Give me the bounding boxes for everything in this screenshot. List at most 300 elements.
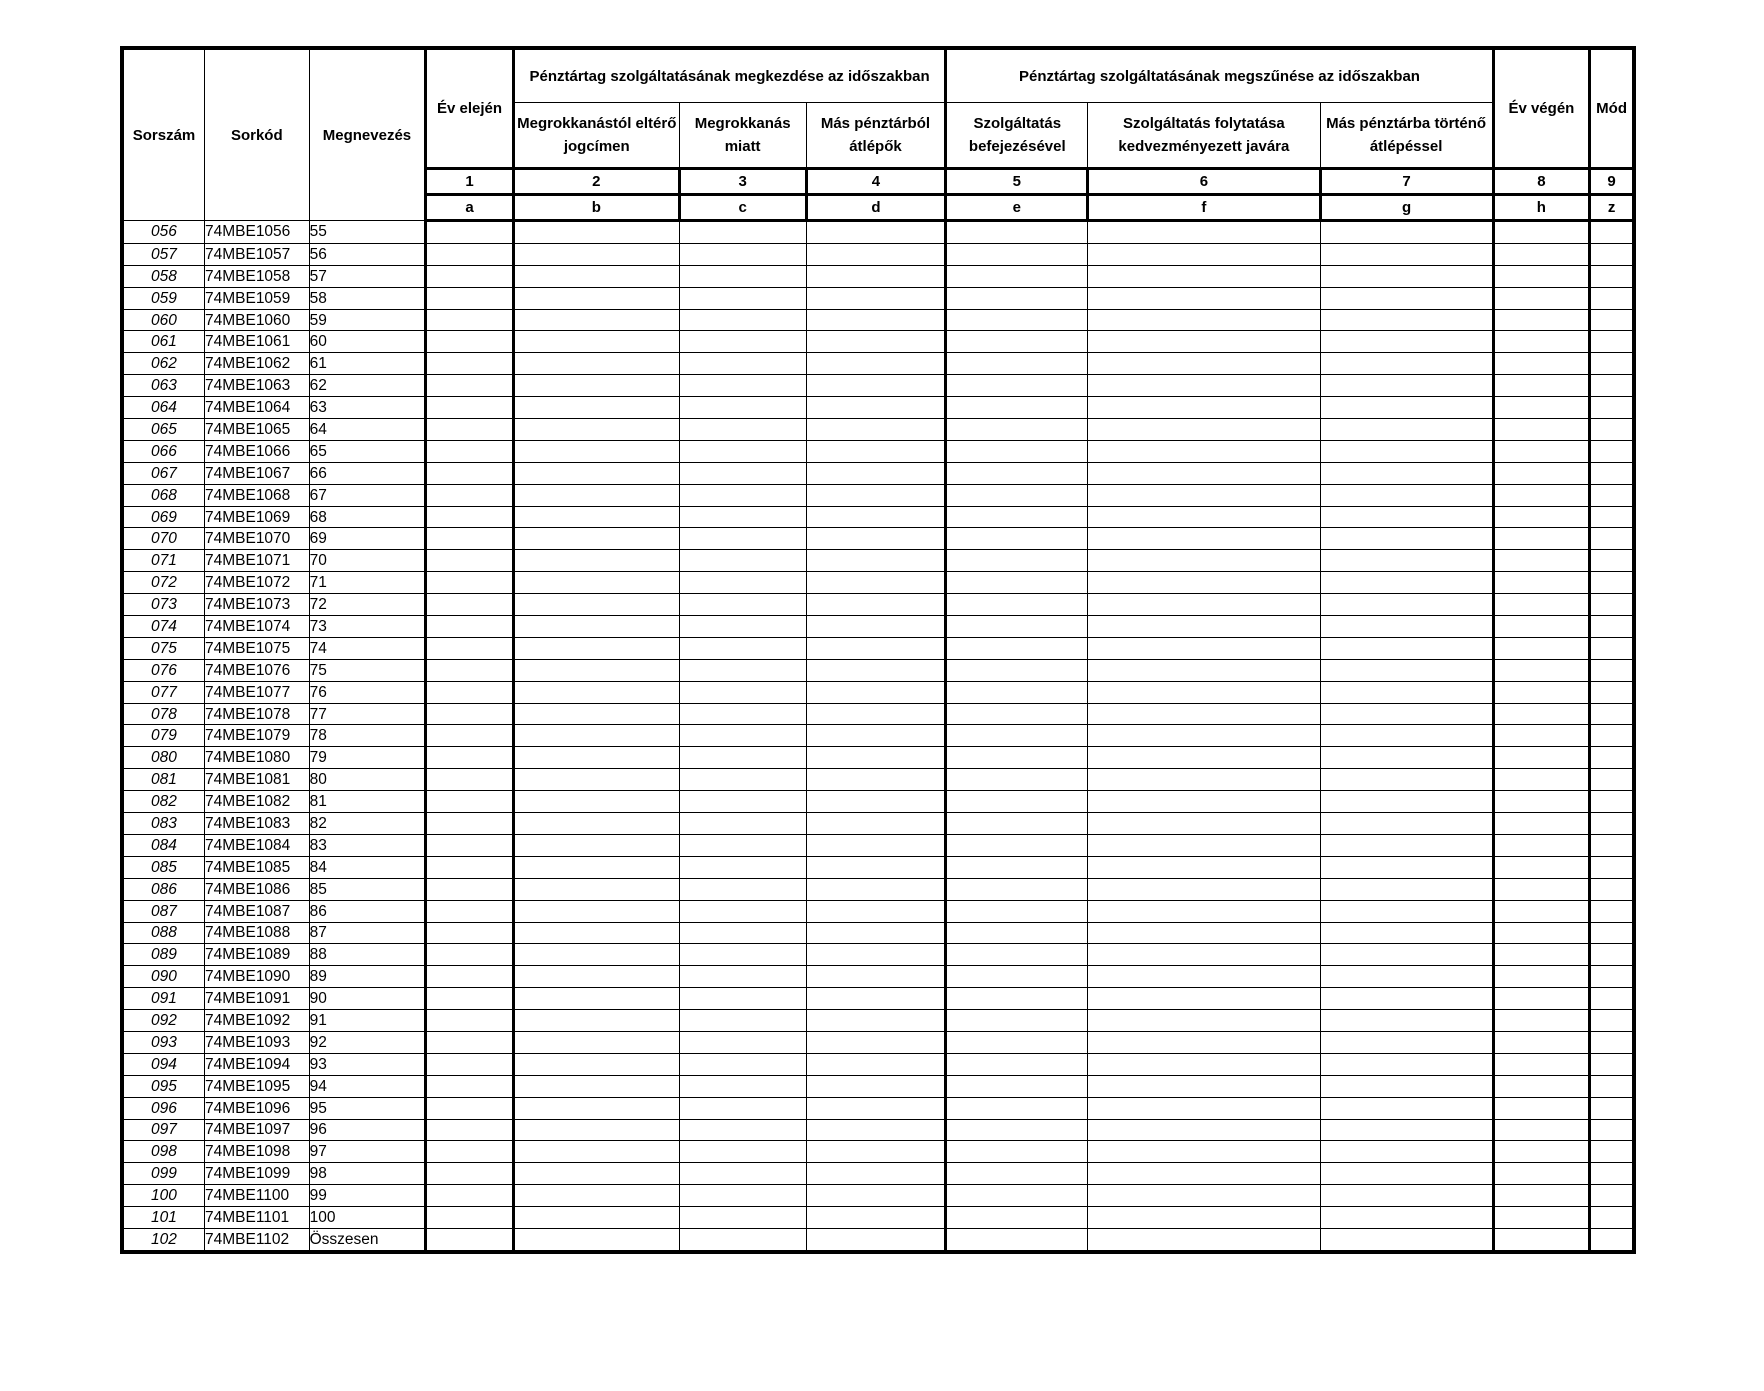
data-cell-col-2[interactable] bbox=[513, 1185, 679, 1207]
data-cell-col-1[interactable] bbox=[426, 834, 514, 856]
data-cell-col-8[interactable] bbox=[1493, 813, 1590, 835]
data-cell-col-8[interactable] bbox=[1493, 616, 1590, 638]
data-cell-col-6[interactable] bbox=[1088, 856, 1320, 878]
data-cell-col-8[interactable] bbox=[1493, 944, 1590, 966]
data-cell-col-2[interactable] bbox=[513, 331, 679, 353]
data-cell-col-5[interactable] bbox=[946, 528, 1088, 550]
data-cell-col-4[interactable] bbox=[806, 900, 946, 922]
data-cell-col-7[interactable] bbox=[1320, 1119, 1493, 1141]
data-cell-col-3[interactable] bbox=[679, 813, 806, 835]
data-cell-col-2[interactable] bbox=[513, 440, 679, 462]
data-cell-col-9[interactable] bbox=[1590, 1119, 1634, 1141]
data-cell-col-8[interactable] bbox=[1493, 1119, 1590, 1141]
data-cell-col-1[interactable] bbox=[426, 616, 514, 638]
data-cell-col-7[interactable] bbox=[1320, 616, 1493, 638]
data-cell-col-3[interactable] bbox=[679, 594, 806, 616]
data-cell-col-3[interactable] bbox=[679, 572, 806, 594]
data-cell-col-8[interactable] bbox=[1493, 878, 1590, 900]
data-cell-col-3[interactable] bbox=[679, 243, 806, 265]
data-cell-col-6[interactable] bbox=[1088, 1097, 1320, 1119]
data-cell-col-8[interactable] bbox=[1493, 440, 1590, 462]
data-cell-col-8[interactable] bbox=[1493, 550, 1590, 572]
data-cell-col-7[interactable] bbox=[1320, 681, 1493, 703]
data-cell-col-9[interactable] bbox=[1590, 659, 1634, 681]
data-cell-col-5[interactable] bbox=[946, 1053, 1088, 1075]
data-cell-col-2[interactable] bbox=[513, 397, 679, 419]
data-cell-col-9[interactable] bbox=[1590, 309, 1634, 331]
data-cell-col-4[interactable] bbox=[806, 747, 946, 769]
data-cell-col-7[interactable] bbox=[1320, 922, 1493, 944]
data-cell-col-1[interactable] bbox=[426, 1119, 514, 1141]
data-cell-col-9[interactable] bbox=[1590, 1010, 1634, 1032]
data-cell-col-7[interactable] bbox=[1320, 353, 1493, 375]
data-cell-col-4[interactable] bbox=[806, 791, 946, 813]
data-cell-col-7[interactable] bbox=[1320, 659, 1493, 681]
data-cell-col-3[interactable] bbox=[679, 1207, 806, 1229]
data-cell-col-6[interactable] bbox=[1088, 375, 1320, 397]
data-cell-col-1[interactable] bbox=[426, 1163, 514, 1185]
data-cell-col-7[interactable] bbox=[1320, 375, 1493, 397]
data-cell-col-4[interactable] bbox=[806, 506, 946, 528]
data-cell-col-7[interactable] bbox=[1320, 988, 1493, 1010]
data-cell-col-9[interactable] bbox=[1590, 1053, 1634, 1075]
data-cell-col-6[interactable] bbox=[1088, 440, 1320, 462]
data-cell-col-2[interactable] bbox=[513, 1031, 679, 1053]
data-cell-col-9[interactable] bbox=[1590, 922, 1634, 944]
data-cell-col-5[interactable] bbox=[946, 988, 1088, 1010]
data-cell-col-5[interactable] bbox=[946, 703, 1088, 725]
data-cell-col-1[interactable] bbox=[426, 594, 514, 616]
data-cell-col-4[interactable] bbox=[806, 703, 946, 725]
data-cell-col-7[interactable] bbox=[1320, 1075, 1493, 1097]
data-cell-col-6[interactable] bbox=[1088, 462, 1320, 484]
data-cell-col-1[interactable] bbox=[426, 331, 514, 353]
data-cell-col-7[interactable] bbox=[1320, 243, 1493, 265]
data-cell-col-2[interactable] bbox=[513, 1097, 679, 1119]
data-cell-col-7[interactable] bbox=[1320, 878, 1493, 900]
data-cell-col-9[interactable] bbox=[1590, 1207, 1634, 1229]
data-cell-col-2[interactable] bbox=[513, 550, 679, 572]
data-cell-col-3[interactable] bbox=[679, 703, 806, 725]
data-cell-col-1[interactable] bbox=[426, 813, 514, 835]
data-cell-col-1[interactable] bbox=[426, 922, 514, 944]
data-cell-col-2[interactable] bbox=[513, 375, 679, 397]
data-cell-col-3[interactable] bbox=[679, 1141, 806, 1163]
data-cell-col-3[interactable] bbox=[679, 1010, 806, 1032]
data-cell-col-2[interactable] bbox=[513, 309, 679, 331]
data-cell-col-1[interactable] bbox=[426, 243, 514, 265]
data-cell-col-2[interactable] bbox=[513, 791, 679, 813]
data-cell-col-9[interactable] bbox=[1590, 419, 1634, 441]
data-cell-col-5[interactable] bbox=[946, 637, 1088, 659]
data-cell-col-6[interactable] bbox=[1088, 1141, 1320, 1163]
data-cell-col-9[interactable] bbox=[1590, 353, 1634, 375]
data-cell-col-4[interactable] bbox=[806, 594, 946, 616]
data-cell-col-8[interactable] bbox=[1493, 221, 1590, 244]
data-cell-col-3[interactable] bbox=[679, 1031, 806, 1053]
data-cell-col-9[interactable] bbox=[1590, 878, 1634, 900]
data-cell-col-6[interactable] bbox=[1088, 813, 1320, 835]
data-cell-col-7[interactable] bbox=[1320, 747, 1493, 769]
data-cell-col-1[interactable] bbox=[426, 353, 514, 375]
data-cell-col-2[interactable] bbox=[513, 462, 679, 484]
data-cell-col-1[interactable] bbox=[426, 419, 514, 441]
data-cell-col-8[interactable] bbox=[1493, 419, 1590, 441]
data-cell-col-9[interactable] bbox=[1590, 791, 1634, 813]
data-cell-col-5[interactable] bbox=[946, 1010, 1088, 1032]
data-cell-col-1[interactable] bbox=[426, 944, 514, 966]
data-cell-col-6[interactable] bbox=[1088, 1207, 1320, 1229]
data-cell-col-4[interactable] bbox=[806, 878, 946, 900]
data-cell-col-7[interactable] bbox=[1320, 397, 1493, 419]
data-cell-col-7[interactable] bbox=[1320, 834, 1493, 856]
data-cell-col-9[interactable] bbox=[1590, 1031, 1634, 1053]
data-cell-col-6[interactable] bbox=[1088, 1031, 1320, 1053]
data-cell-col-2[interactable] bbox=[513, 353, 679, 375]
data-cell-col-4[interactable] bbox=[806, 725, 946, 747]
data-cell-col-1[interactable] bbox=[426, 878, 514, 900]
data-cell-col-4[interactable] bbox=[806, 419, 946, 441]
data-cell-col-3[interactable] bbox=[679, 331, 806, 353]
data-cell-col-5[interactable] bbox=[946, 659, 1088, 681]
data-cell-col-4[interactable] bbox=[806, 856, 946, 878]
data-cell-col-4[interactable] bbox=[806, 1031, 946, 1053]
data-cell-col-8[interactable] bbox=[1493, 659, 1590, 681]
data-cell-col-3[interactable] bbox=[679, 221, 806, 244]
data-cell-col-4[interactable] bbox=[806, 1075, 946, 1097]
data-cell-col-2[interactable] bbox=[513, 966, 679, 988]
data-cell-col-1[interactable] bbox=[426, 900, 514, 922]
data-cell-col-5[interactable] bbox=[946, 221, 1088, 244]
data-cell-col-5[interactable] bbox=[946, 506, 1088, 528]
data-cell-col-1[interactable] bbox=[426, 637, 514, 659]
data-cell-col-9[interactable] bbox=[1590, 462, 1634, 484]
data-cell-col-2[interactable] bbox=[513, 659, 679, 681]
data-cell-col-7[interactable] bbox=[1320, 462, 1493, 484]
data-cell-col-5[interactable] bbox=[946, 484, 1088, 506]
data-cell-col-2[interactable] bbox=[513, 1141, 679, 1163]
data-cell-col-3[interactable] bbox=[679, 988, 806, 1010]
data-cell-col-1[interactable] bbox=[426, 550, 514, 572]
data-cell-col-4[interactable] bbox=[806, 353, 946, 375]
data-cell-col-1[interactable] bbox=[426, 659, 514, 681]
data-cell-col-4[interactable] bbox=[806, 440, 946, 462]
data-cell-col-9[interactable] bbox=[1590, 243, 1634, 265]
data-cell-col-1[interactable] bbox=[426, 1031, 514, 1053]
data-cell-col-1[interactable] bbox=[426, 528, 514, 550]
data-cell-col-3[interactable] bbox=[679, 725, 806, 747]
data-cell-col-3[interactable] bbox=[679, 616, 806, 638]
data-cell-col-2[interactable] bbox=[513, 637, 679, 659]
data-cell-col-8[interactable] bbox=[1493, 900, 1590, 922]
data-cell-col-1[interactable] bbox=[426, 484, 514, 506]
data-cell-col-9[interactable] bbox=[1590, 331, 1634, 353]
data-cell-col-2[interactable] bbox=[513, 747, 679, 769]
data-cell-col-9[interactable] bbox=[1590, 572, 1634, 594]
data-cell-col-6[interactable] bbox=[1088, 725, 1320, 747]
data-cell-col-9[interactable] bbox=[1590, 440, 1634, 462]
data-cell-col-3[interactable] bbox=[679, 1053, 806, 1075]
data-cell-col-3[interactable] bbox=[679, 747, 806, 769]
data-cell-col-9[interactable] bbox=[1590, 856, 1634, 878]
data-cell-col-3[interactable] bbox=[679, 791, 806, 813]
data-cell-col-4[interactable] bbox=[806, 834, 946, 856]
data-cell-col-7[interactable] bbox=[1320, 1207, 1493, 1229]
data-cell-col-7[interactable] bbox=[1320, 813, 1493, 835]
data-cell-col-2[interactable] bbox=[513, 572, 679, 594]
data-cell-col-3[interactable] bbox=[679, 900, 806, 922]
data-cell-col-3[interactable] bbox=[679, 1185, 806, 1207]
data-cell-col-3[interactable] bbox=[679, 637, 806, 659]
data-cell-col-6[interactable] bbox=[1088, 1053, 1320, 1075]
data-cell-col-4[interactable] bbox=[806, 462, 946, 484]
data-cell-col-7[interactable] bbox=[1320, 944, 1493, 966]
data-cell-col-5[interactable] bbox=[946, 243, 1088, 265]
data-cell-col-3[interactable] bbox=[679, 769, 806, 791]
data-cell-col-7[interactable] bbox=[1320, 1228, 1493, 1251]
data-cell-col-7[interactable] bbox=[1320, 550, 1493, 572]
data-cell-col-1[interactable] bbox=[426, 1185, 514, 1207]
data-cell-col-1[interactable] bbox=[426, 966, 514, 988]
data-cell-col-3[interactable] bbox=[679, 506, 806, 528]
data-cell-col-7[interactable] bbox=[1320, 966, 1493, 988]
data-cell-col-5[interactable] bbox=[946, 616, 1088, 638]
data-cell-col-5[interactable] bbox=[946, 1097, 1088, 1119]
data-cell-col-5[interactable] bbox=[946, 725, 1088, 747]
data-cell-col-2[interactable] bbox=[513, 1228, 679, 1251]
data-cell-col-9[interactable] bbox=[1590, 265, 1634, 287]
data-cell-col-4[interactable] bbox=[806, 287, 946, 309]
data-cell-col-3[interactable] bbox=[679, 856, 806, 878]
data-cell-col-1[interactable] bbox=[426, 681, 514, 703]
data-cell-col-8[interactable] bbox=[1493, 287, 1590, 309]
data-cell-col-2[interactable] bbox=[513, 528, 679, 550]
data-cell-col-4[interactable] bbox=[806, 550, 946, 572]
data-cell-col-6[interactable] bbox=[1088, 309, 1320, 331]
data-cell-col-9[interactable] bbox=[1590, 616, 1634, 638]
data-cell-col-7[interactable] bbox=[1320, 1031, 1493, 1053]
data-cell-col-1[interactable] bbox=[426, 747, 514, 769]
data-cell-col-2[interactable] bbox=[513, 900, 679, 922]
data-cell-col-3[interactable] bbox=[679, 922, 806, 944]
data-cell-col-5[interactable] bbox=[946, 1119, 1088, 1141]
data-cell-col-6[interactable] bbox=[1088, 419, 1320, 441]
data-cell-col-8[interactable] bbox=[1493, 375, 1590, 397]
data-cell-col-3[interactable] bbox=[679, 309, 806, 331]
data-cell-col-9[interactable] bbox=[1590, 725, 1634, 747]
data-cell-col-8[interactable] bbox=[1493, 1163, 1590, 1185]
data-cell-col-5[interactable] bbox=[946, 375, 1088, 397]
data-cell-col-5[interactable] bbox=[946, 878, 1088, 900]
data-cell-col-8[interactable] bbox=[1493, 243, 1590, 265]
data-cell-col-2[interactable] bbox=[513, 221, 679, 244]
data-cell-col-1[interactable] bbox=[426, 725, 514, 747]
data-cell-col-3[interactable] bbox=[679, 1163, 806, 1185]
data-cell-col-6[interactable] bbox=[1088, 397, 1320, 419]
data-cell-col-8[interactable] bbox=[1493, 572, 1590, 594]
data-cell-col-4[interactable] bbox=[806, 769, 946, 791]
data-cell-col-6[interactable] bbox=[1088, 616, 1320, 638]
data-cell-col-7[interactable] bbox=[1320, 265, 1493, 287]
data-cell-col-9[interactable] bbox=[1590, 506, 1634, 528]
data-cell-col-8[interactable] bbox=[1493, 1185, 1590, 1207]
data-cell-col-7[interactable] bbox=[1320, 440, 1493, 462]
data-cell-col-6[interactable] bbox=[1088, 265, 1320, 287]
data-cell-col-4[interactable] bbox=[806, 681, 946, 703]
data-cell-col-1[interactable] bbox=[426, 1228, 514, 1251]
data-cell-col-5[interactable] bbox=[946, 681, 1088, 703]
data-cell-col-4[interactable] bbox=[806, 1185, 946, 1207]
data-cell-col-8[interactable] bbox=[1493, 528, 1590, 550]
data-cell-col-6[interactable] bbox=[1088, 331, 1320, 353]
data-cell-col-2[interactable] bbox=[513, 1163, 679, 1185]
data-cell-col-7[interactable] bbox=[1320, 1097, 1493, 1119]
data-cell-col-1[interactable] bbox=[426, 440, 514, 462]
data-cell-col-2[interactable] bbox=[513, 287, 679, 309]
data-cell-col-7[interactable] bbox=[1320, 572, 1493, 594]
data-cell-col-5[interactable] bbox=[946, 834, 1088, 856]
data-cell-col-4[interactable] bbox=[806, 331, 946, 353]
data-cell-col-1[interactable] bbox=[426, 287, 514, 309]
data-cell-col-1[interactable] bbox=[426, 856, 514, 878]
data-cell-col-9[interactable] bbox=[1590, 747, 1634, 769]
data-cell-col-7[interactable] bbox=[1320, 703, 1493, 725]
data-cell-col-9[interactable] bbox=[1590, 397, 1634, 419]
data-cell-col-1[interactable] bbox=[426, 703, 514, 725]
data-cell-col-6[interactable] bbox=[1088, 1163, 1320, 1185]
data-cell-col-2[interactable] bbox=[513, 243, 679, 265]
data-cell-col-6[interactable] bbox=[1088, 550, 1320, 572]
data-cell-col-7[interactable] bbox=[1320, 594, 1493, 616]
data-cell-col-9[interactable] bbox=[1590, 1163, 1634, 1185]
data-cell-col-6[interactable] bbox=[1088, 1119, 1320, 1141]
data-cell-col-8[interactable] bbox=[1493, 747, 1590, 769]
data-cell-col-9[interactable] bbox=[1590, 1141, 1634, 1163]
data-cell-col-9[interactable] bbox=[1590, 637, 1634, 659]
data-cell-col-3[interactable] bbox=[679, 1228, 806, 1251]
data-cell-col-6[interactable] bbox=[1088, 1228, 1320, 1251]
data-cell-col-1[interactable] bbox=[426, 397, 514, 419]
data-cell-col-5[interactable] bbox=[946, 572, 1088, 594]
data-cell-col-7[interactable] bbox=[1320, 637, 1493, 659]
data-cell-col-2[interactable] bbox=[513, 769, 679, 791]
data-cell-col-4[interactable] bbox=[806, 484, 946, 506]
data-cell-col-6[interactable] bbox=[1088, 1010, 1320, 1032]
data-cell-col-6[interactable] bbox=[1088, 988, 1320, 1010]
data-cell-col-3[interactable] bbox=[679, 1097, 806, 1119]
data-cell-col-8[interactable] bbox=[1493, 791, 1590, 813]
data-cell-col-1[interactable] bbox=[426, 1010, 514, 1032]
data-cell-col-8[interactable] bbox=[1493, 265, 1590, 287]
data-cell-col-8[interactable] bbox=[1493, 922, 1590, 944]
data-cell-col-9[interactable] bbox=[1590, 1228, 1634, 1251]
data-cell-col-8[interactable] bbox=[1493, 1010, 1590, 1032]
data-cell-col-2[interactable] bbox=[513, 944, 679, 966]
data-cell-col-7[interactable] bbox=[1320, 528, 1493, 550]
data-cell-col-6[interactable] bbox=[1088, 506, 1320, 528]
data-cell-col-8[interactable] bbox=[1493, 1228, 1590, 1251]
data-cell-col-2[interactable] bbox=[513, 834, 679, 856]
data-cell-col-6[interactable] bbox=[1088, 791, 1320, 813]
data-cell-col-6[interactable] bbox=[1088, 747, 1320, 769]
data-cell-col-8[interactable] bbox=[1493, 484, 1590, 506]
data-cell-col-1[interactable] bbox=[426, 265, 514, 287]
data-cell-col-3[interactable] bbox=[679, 659, 806, 681]
data-cell-col-5[interactable] bbox=[946, 462, 1088, 484]
data-cell-col-6[interactable] bbox=[1088, 1075, 1320, 1097]
data-cell-col-2[interactable] bbox=[513, 681, 679, 703]
data-cell-col-2[interactable] bbox=[513, 594, 679, 616]
data-cell-col-4[interactable] bbox=[806, 616, 946, 638]
data-cell-col-4[interactable] bbox=[806, 659, 946, 681]
data-cell-col-1[interactable] bbox=[426, 221, 514, 244]
data-cell-col-5[interactable] bbox=[946, 265, 1088, 287]
data-cell-col-7[interactable] bbox=[1320, 856, 1493, 878]
data-cell-col-8[interactable] bbox=[1493, 988, 1590, 1010]
data-cell-col-4[interactable] bbox=[806, 572, 946, 594]
data-cell-col-4[interactable] bbox=[806, 309, 946, 331]
data-cell-col-5[interactable] bbox=[946, 550, 1088, 572]
data-cell-col-3[interactable] bbox=[679, 484, 806, 506]
data-cell-col-4[interactable] bbox=[806, 1207, 946, 1229]
data-cell-col-3[interactable] bbox=[679, 419, 806, 441]
data-cell-col-2[interactable] bbox=[513, 1075, 679, 1097]
data-cell-col-2[interactable] bbox=[513, 725, 679, 747]
data-cell-col-7[interactable] bbox=[1320, 1163, 1493, 1185]
data-cell-col-7[interactable] bbox=[1320, 1053, 1493, 1075]
data-cell-col-4[interactable] bbox=[806, 265, 946, 287]
data-cell-col-6[interactable] bbox=[1088, 922, 1320, 944]
data-cell-col-5[interactable] bbox=[946, 747, 1088, 769]
data-cell-col-6[interactable] bbox=[1088, 681, 1320, 703]
data-cell-col-2[interactable] bbox=[513, 1010, 679, 1032]
data-cell-col-6[interactable] bbox=[1088, 221, 1320, 244]
data-cell-col-5[interactable] bbox=[946, 1163, 1088, 1185]
data-cell-col-3[interactable] bbox=[679, 375, 806, 397]
data-cell-col-4[interactable] bbox=[806, 1053, 946, 1075]
data-cell-col-9[interactable] bbox=[1590, 375, 1634, 397]
data-cell-col-7[interactable] bbox=[1320, 1010, 1493, 1032]
data-cell-col-2[interactable] bbox=[513, 484, 679, 506]
data-cell-col-5[interactable] bbox=[946, 1185, 1088, 1207]
data-cell-col-6[interactable] bbox=[1088, 484, 1320, 506]
data-cell-col-9[interactable] bbox=[1590, 988, 1634, 1010]
data-cell-col-2[interactable] bbox=[513, 1053, 679, 1075]
data-cell-col-6[interactable] bbox=[1088, 637, 1320, 659]
data-cell-col-7[interactable] bbox=[1320, 331, 1493, 353]
data-cell-col-3[interactable] bbox=[679, 966, 806, 988]
data-cell-col-5[interactable] bbox=[946, 397, 1088, 419]
data-cell-col-7[interactable] bbox=[1320, 791, 1493, 813]
data-cell-col-8[interactable] bbox=[1493, 834, 1590, 856]
data-cell-col-9[interactable] bbox=[1590, 966, 1634, 988]
data-cell-col-2[interactable] bbox=[513, 1119, 679, 1141]
data-cell-col-8[interactable] bbox=[1493, 1207, 1590, 1229]
data-cell-col-4[interactable] bbox=[806, 1228, 946, 1251]
data-cell-col-8[interactable] bbox=[1493, 681, 1590, 703]
data-cell-col-8[interactable] bbox=[1493, 1053, 1590, 1075]
data-cell-col-4[interactable] bbox=[806, 1163, 946, 1185]
data-cell-col-8[interactable] bbox=[1493, 769, 1590, 791]
data-cell-col-8[interactable] bbox=[1493, 637, 1590, 659]
data-cell-col-8[interactable] bbox=[1493, 462, 1590, 484]
data-cell-col-1[interactable] bbox=[426, 375, 514, 397]
data-cell-col-5[interactable] bbox=[946, 440, 1088, 462]
data-cell-col-6[interactable] bbox=[1088, 659, 1320, 681]
data-cell-col-7[interactable] bbox=[1320, 1141, 1493, 1163]
data-cell-col-8[interactable] bbox=[1493, 331, 1590, 353]
data-cell-col-6[interactable] bbox=[1088, 1185, 1320, 1207]
